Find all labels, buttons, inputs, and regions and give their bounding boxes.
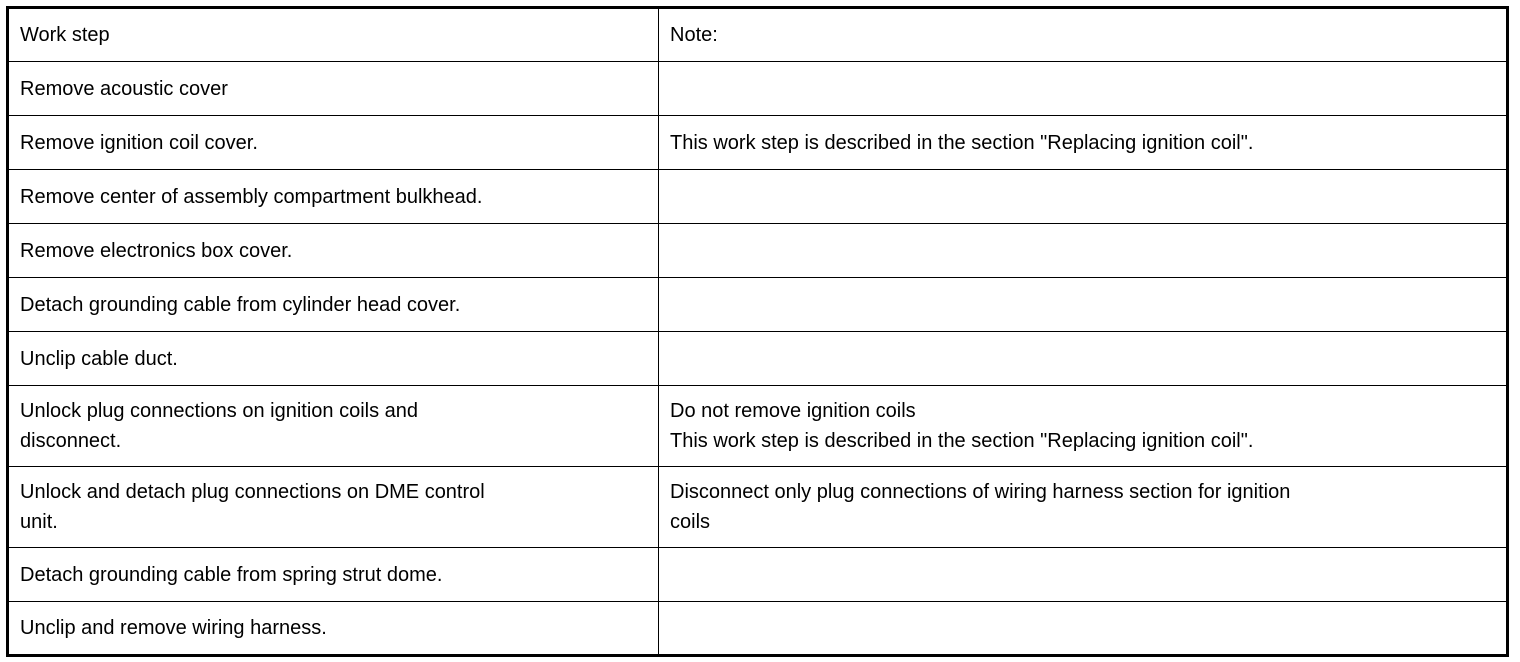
work-step-cell: Remove electronics box cover. xyxy=(8,224,659,278)
table-row xyxy=(8,116,1508,170)
work-step-cell: Unclip cable duct. xyxy=(8,332,659,386)
table-row xyxy=(8,548,1508,602)
work-step-cell: Unlock plug connections on ignition coils and disconnect. xyxy=(8,386,659,467)
work-step-cell: Unclip and remove wiring harness. xyxy=(8,602,659,656)
note-cell xyxy=(659,332,1508,386)
work-step-cell: Remove acoustic cover xyxy=(8,62,659,116)
table-row xyxy=(8,224,1508,278)
work-steps-table xyxy=(6,6,1509,657)
note-cell xyxy=(659,602,1508,656)
note-cell xyxy=(659,278,1508,332)
header-work-step: Work step xyxy=(8,8,659,62)
table-row xyxy=(8,332,1508,386)
note-cell xyxy=(659,224,1508,278)
note-cell xyxy=(659,170,1508,224)
table-row xyxy=(8,62,1508,116)
work-step-cell: Remove center of assembly compartment bulkhead. xyxy=(8,170,659,224)
table-row xyxy=(8,467,1508,548)
note-cell xyxy=(659,548,1508,602)
work-step-cell: Remove ignition coil cover. xyxy=(8,116,659,170)
work-step-cell: Detach grounding cable from spring strut dome. xyxy=(8,548,659,602)
header-note: Note: xyxy=(659,8,1508,62)
table-row xyxy=(8,170,1508,224)
note-cell: Disconnect only plug connections of wiring harness section for ignition coils xyxy=(659,467,1508,548)
table-header-row xyxy=(8,8,1508,62)
work-step-cell: Detach grounding cable from cylinder head cover. xyxy=(8,278,659,332)
table-row xyxy=(8,278,1508,332)
note-cell xyxy=(659,62,1508,116)
table-row xyxy=(8,386,1508,467)
note-cell: Do not remove ignition coils This work step is described in the section "Replacing ignition coil". xyxy=(659,386,1508,467)
table-row xyxy=(8,602,1508,656)
work-step-cell: Unlock and detach plug connections on DME control unit. xyxy=(8,467,659,548)
note-cell: This work step is described in the section "Replacing ignition coil". xyxy=(659,116,1508,170)
